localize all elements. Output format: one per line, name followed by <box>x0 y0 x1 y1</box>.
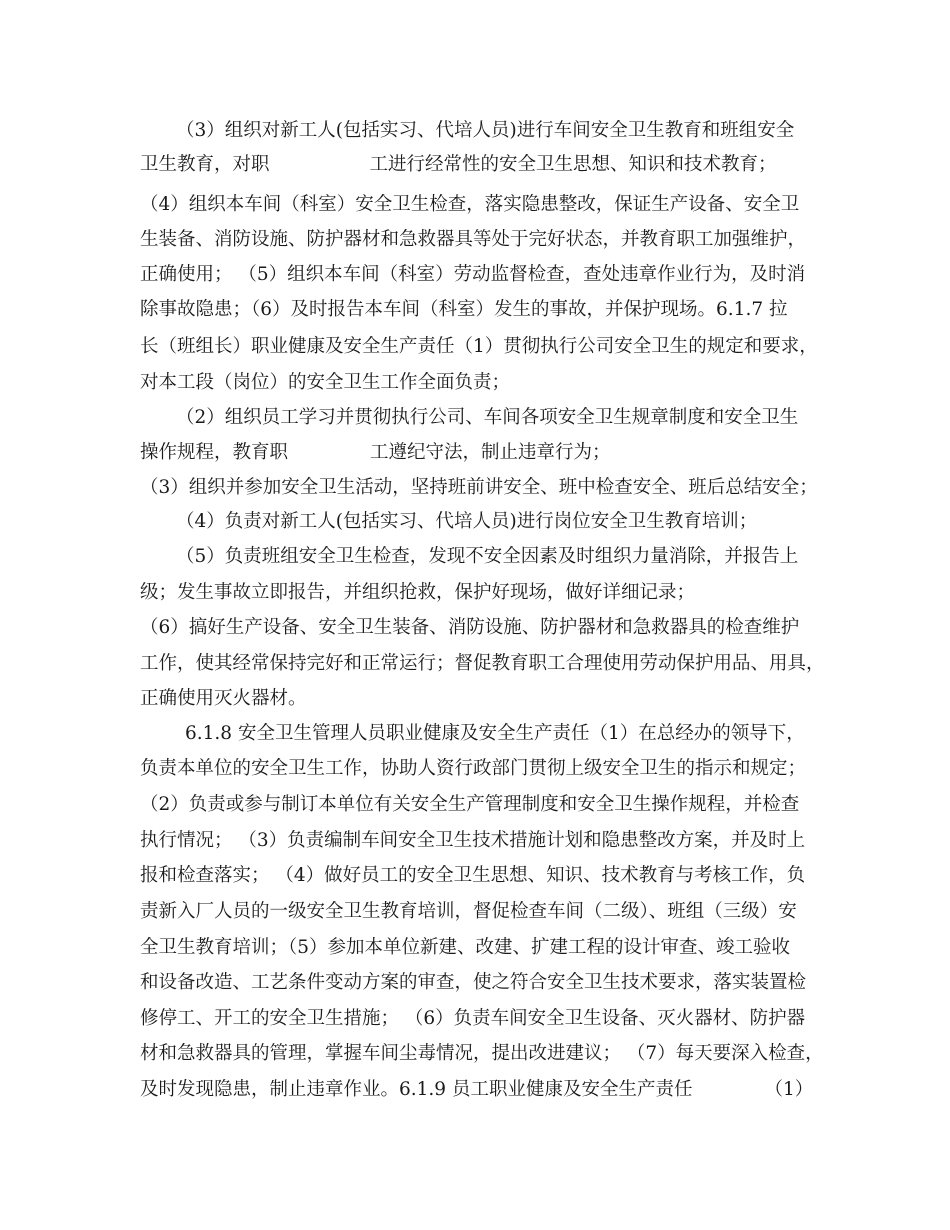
text-line: 6.1.8 安全卫生管理人员职业健康及安全生产责任（1）在总经办的领导下， <box>185 723 805 744</box>
text-line: 工作，使其经常保持完好和正常运行；督促教育职工合理使用劳动保护用品、用具， <box>140 653 825 674</box>
text-line: （4）负责对新工人(包括实习、代培人员)进行岗位安全卫生教育培训； <box>176 511 758 532</box>
text-line: 正确使用灭火器材。 <box>140 688 307 709</box>
text-segment: 工遵纪守法，制止违章行为； <box>370 442 611 463</box>
text-line <box>140 152 777 178</box>
text-line: （2）组织员工学习并贯彻执行公司、车间各项安全卫生规章制度和安全卫生 <box>176 407 799 428</box>
text-segment: 工进行经常性的安全卫生思想、知识和技术教育； <box>369 154 777 175</box>
text-line <box>140 1077 813 1103</box>
text-line: （5）负责班组安全卫生检查，发现不安全因素及时组织力量消除，并报告上 <box>176 546 799 567</box>
text-line <box>140 440 611 466</box>
text-line: （4）组织本车间（科室）安全卫生检查，落实隐患整改，保证生产设备、安全卫 <box>140 194 800 215</box>
text-line: （2）负责或参与制订本单位有关安全生产管理制度和安全卫生操作规程，并检查 <box>140 794 800 815</box>
text-line: 长（班组长）职业健康及安全生产责任（1）贯彻执行公司安全卫生的规定和要求， <box>140 336 818 357</box>
text-line: 除事故隐患；（6）及时报告本车间（科室）发生的事故，并保护现场。6.1.7 拉 <box>140 299 788 320</box>
text-line: 执行情况； （3）负责编制车间安全卫生技术措施计划和隐患整改方案，并及时上 <box>140 830 806 851</box>
text-line: （3）组织并参加安全卫生活动，坚持班前讲安全、班中检查安全、班后总结安全； <box>140 477 818 498</box>
text-line: 生装备、消防设施、防护器材和急救器具等处于完好状态，并教育职工加强维护， <box>140 229 807 250</box>
text-line: 修停工、开工的安全卫生措施； （6）负责车间安全卫生设备、灭火器材、防护器 <box>140 1008 806 1029</box>
text-line: 报和检查落实； （4）做好员工的安全卫生思想、知识、技术教育与考核工作，负 <box>140 865 806 886</box>
text-line: 正确使用； （5）组织本车间（科室）劳动监督检查，查处违章作业行为，及时消 <box>140 264 806 285</box>
text-segment: 操作规程，教育职 <box>140 442 289 463</box>
text-segment: 及时发现隐患，制止违章作业。6.1.9 员工职业健康及安全生产责任 <box>140 1079 693 1100</box>
text-line: 材和急救器具的管理，掌握车间尘毒情况，提出改进建议； （7）每天要深入检查， <box>140 1043 824 1064</box>
text-line: （6）搞好生产设备、安全卫生装备、消防设施、防护器材和急救器具的检查维护 <box>140 617 800 638</box>
text-line: （3）组织对新工人(包括实习、代培人员)进行车间安全卫生教育和班组安全 <box>176 120 795 141</box>
text-line: 全卫生教育培训；（5）参加本单位新建、改建、扩建工程的设计审查、竣工验收 <box>140 937 791 958</box>
text-line: 对本工段（岗位）的安全卫生工作全面负责； <box>140 372 511 393</box>
text-line: 和设备改造、工艺条件变动方案的审查，使之符合安全卫生技术要求，落实装置检 <box>140 972 807 993</box>
text-line: 责新入厂人员的一级安全卫生教育培训，督促检查车间（二级）、班组（三级）安 <box>140 901 797 922</box>
text-line: 负责本单位的安全卫生工作，协助人资行政部门贯彻上级安全卫生的指示和规定； <box>140 758 807 779</box>
text-segment: （1） <box>764 1079 814 1100</box>
text-line: 级；发生事故立即报告，并组织抢救，保护好现场，做好详细记录； <box>140 582 696 603</box>
text-segment: 卫生教育，对职 <box>140 154 270 175</box>
